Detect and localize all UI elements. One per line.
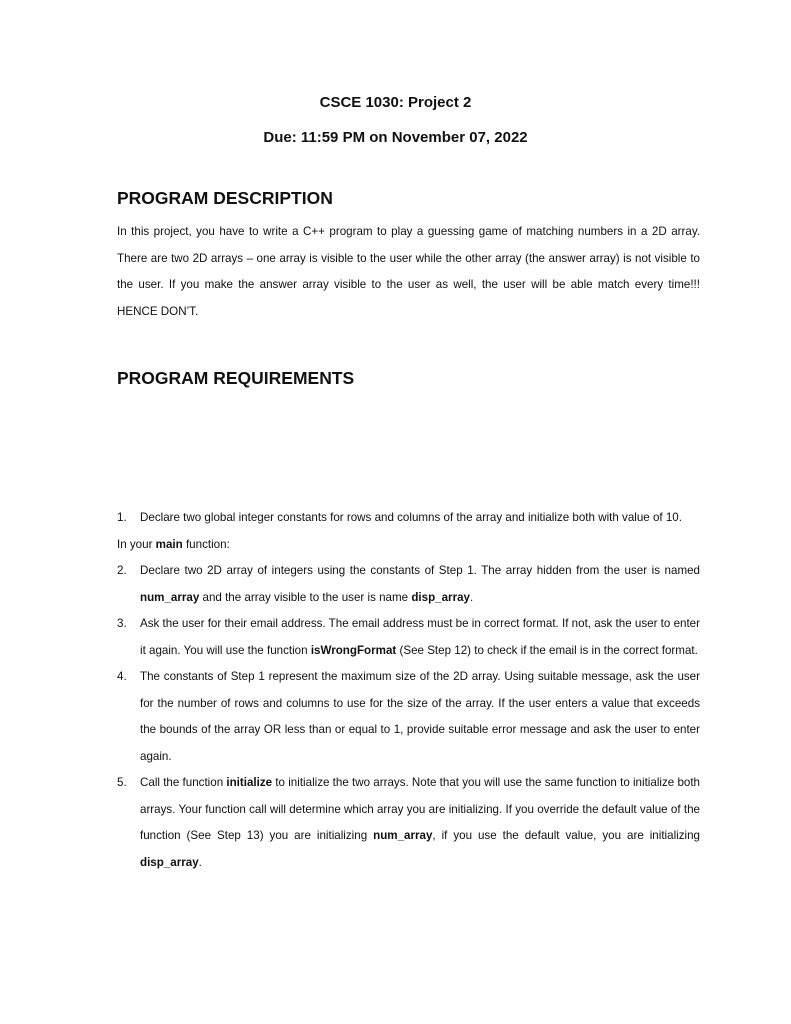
list-item-number: 3. — [117, 617, 127, 630]
list-item-text: Call the function — [140, 776, 227, 789]
keyword-disp-array: disp_array — [140, 855, 199, 869]
list-item — [117, 611, 700, 664]
intro-text-end: function: — [182, 537, 230, 551]
requirements-list — [117, 505, 700, 876]
list-item-number: 5. — [117, 776, 127, 789]
list-item-text: , if you use the default value, you are initializing — [432, 829, 700, 842]
list-item-number: 4. — [117, 670, 127, 683]
list-item-text: to initialize the two arrays. Note that you will use the same function to initialize both arrays. Your function call will determine which array you are initializing. If you override the default value of the function (See Step 13) you are initializing — [140, 776, 701, 842]
intro-text: In your — [117, 537, 156, 551]
description-paragraph: In this project, you have to write a C++ program to play a guessing game of matching numbers in a 2D array. There are two 2D arrays – one array is visible to the user while the other array (the answer array) is not visible to the user. If you make the answer array visible to the user as well, the user will be able match every time!!! HENCE DON’T. — [117, 225, 700, 318]
list-item-text: . — [198, 855, 202, 869]
keyword-is-wrong-format: isWrongFormat — [310, 643, 397, 657]
main-function-intro — [117, 532, 700, 559]
list-item — [117, 558, 700, 611]
list-item — [117, 664, 700, 770]
section-heading-description: PROGRAM DESCRIPTION — [117, 188, 333, 208]
keyword-num-array: num_array — [373, 829, 433, 842]
list-item-text: (See Step 12) to check if the email is in the correct format. — [396, 643, 698, 657]
list-item — [117, 770, 700, 876]
list-item-text: . — [469, 590, 474, 604]
list-item-text: The constants of Step 1 represent the maximum size of the 2D array. Using suitable message, ask the user for the number of rows and columns to use for the size of the array. If the user enters a value that exceeds the bounds of the array OR less than or equal to 1, provide suitable error message and ask the user to enter again. — [140, 670, 700, 763]
keyword-disp-array: disp_array — [411, 590, 470, 604]
list-item — [117, 505, 700, 532]
keyword-num-array: num_array — [140, 590, 200, 604]
list-item-text: and the array visible to the user is name — [199, 590, 412, 604]
intro-keyword: main — [155, 537, 183, 551]
due-date: Due: 11:59 PM on November 07, 2022 — [263, 129, 528, 146]
list-item-number: 1. — [117, 511, 127, 524]
project-title: CSCE 1030: Project 2 — [319, 94, 472, 111]
keyword-initialize: initialize — [226, 776, 273, 789]
list-item-number: 2. — [117, 564, 127, 577]
section-heading-requirements: PROGRAM REQUIREMENTS — [117, 368, 355, 388]
list-item-text: Declare two 2D array of integers using the constants of Step 1. The array hidden from the user is named — [140, 564, 700, 577]
list-item-text: Declare two global integer constants for rows and columns of the array and initialize both with value of 10. — [140, 511, 682, 524]
list-item-text: Ask the user for their email address. The email address must be in correct format. If not, ask the user to enter it again. You will use the function — [140, 617, 700, 657]
